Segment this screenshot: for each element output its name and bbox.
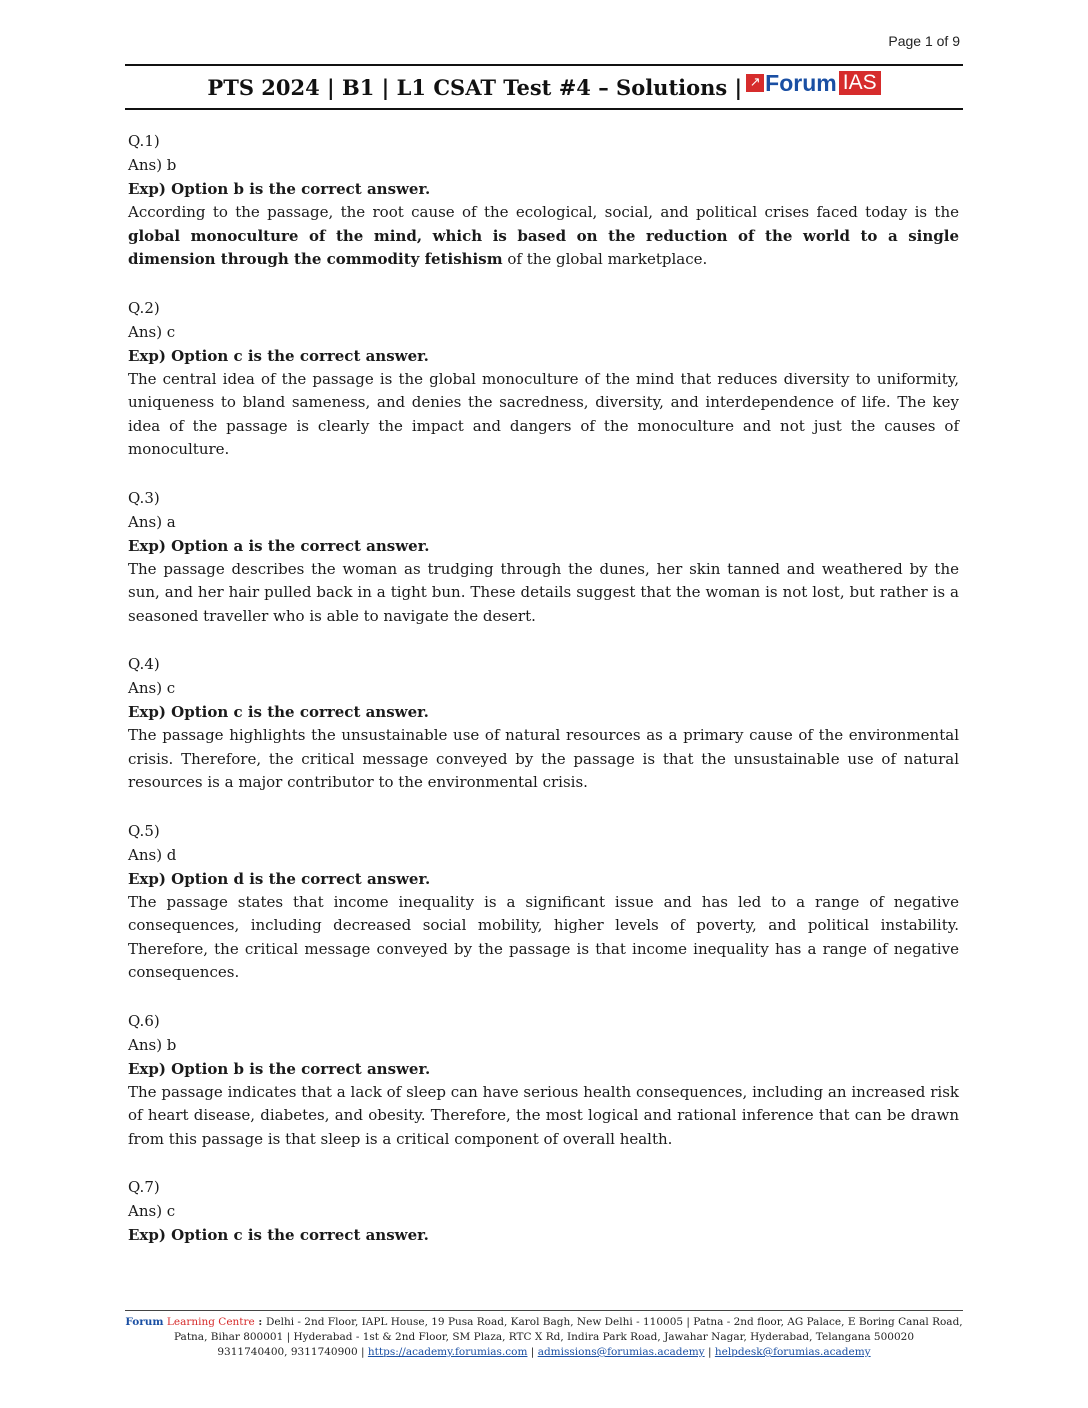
document-header	[125, 64, 963, 110]
explanation-text-bold: global monoculture of the mind, which is based on the reduction of the world to a single dimension through the commodity fetishism	[128, 226, 959, 268]
explanation-text: The passage highlights the unsustainable use of natural resources as a primary cause of the environmental crisis. Therefore, the critical message conveyed by the passage is that the unsustainable use of natural resources is a major contributor to the environmental crisis.	[128, 726, 959, 791]
question-number: Q.1)	[128, 132, 160, 150]
explanation-text	[128, 201, 959, 272]
logo-ias-text: IAS	[839, 71, 881, 95]
answer-line: Ans) c	[128, 1202, 176, 1220]
explanation-heading: Exp) Option b is the correct answer.	[128, 1059, 431, 1078]
question-block	[128, 652, 959, 795]
explanation-text: The central idea of the passage is the global monoculture of the mind that reduces diversity to uniformity, uniqueness to bland sameness, and denies the sacredness, diversity, and interdependence of life. The key idea of the passage is clearly the impact and dangers of the monoculture and not just the causes of monoculture.	[128, 369, 959, 458]
question-block	[128, 819, 959, 985]
question-number: Q.5)	[128, 821, 160, 840]
footer-divider: |	[707, 1346, 712, 1358]
explanation-text: The passage describes the woman as trudging through the dunes, her skin tanned and weathered by the sun, and her hair pulled back in a tight bun. These details suggest that the woman is not lost, but rather is a seasoned traveller who is able to navigate the desert.	[128, 559, 959, 625]
footer-phones: 9311740400, 9311740900	[217, 1346, 358, 1358]
question-number: Q.4)	[128, 655, 160, 673]
explanation-heading: Exp) Option d is the correct answer.	[128, 869, 431, 888]
footer-divider: |	[530, 1346, 535, 1358]
footer-helpdesk-link[interactable]: helpdesk@forumias.academy	[714, 1346, 871, 1358]
answer-line: Ans) a	[128, 512, 176, 531]
question-block	[128, 486, 959, 629]
page-number: Page 1 of 9	[888, 33, 960, 49]
answer-line: Ans) b	[128, 1035, 177, 1054]
question-number: Q.2)	[128, 298, 160, 317]
explanation-text: The passage indicates that a lack of sleep can have serious health consequences, including an increased risk of heart disease, diabetes, and obesity. Therefore, the most logical and rational inference that can be drawn from this passage is that sleep is a critical component of overall health.	[128, 1082, 959, 1148]
question-block	[128, 296, 959, 462]
explanation-heading: Exp) Option c is the correct answer.	[128, 1226, 429, 1244]
explanation-heading: Exp) Option b is the correct answer.	[128, 180, 431, 198]
answer-line: Ans) c	[128, 679, 176, 697]
answer-line: Ans) c	[128, 322, 176, 341]
footer-brand-forum: Forum	[125, 1316, 164, 1328]
answer-line: Ans) d	[128, 845, 177, 864]
solutions-content	[128, 129, 959, 1271]
logo-forum-text: Forum	[765, 69, 837, 96]
footer-brand-learning-centre: Learning Centre	[166, 1316, 255, 1328]
arrow-up-right-icon: ↗	[746, 74, 764, 92]
explanation-text: The passage states that income inequality is a significant issue and has led to a range of negative consequences, including decreased social mobility, higher levels of poverty, and political instability. Therefore, the critical message conveyed by the passage is that income inequality has a range of negative consequences.	[128, 892, 959, 981]
explanation-heading: Exp) Option c is the correct answer.	[128, 346, 429, 365]
footer-addresses: Delhi - 2nd Floor, IAPL House, 19 Pusa Road, Karol Bagh, New Delhi - 110005 | Patna - 2nd floor, AG Palace, E Boring Canal Road, Patna, Bihar 800001 | Hyderabad - 1st & 2nd Floor, SM Plaza, RTC X Rd, Indira Park Road, Jawahar Nagar, Hyderabad, Telangana 500020	[173, 1316, 963, 1343]
answer-line: Ans) b	[128, 156, 177, 174]
footer-admissions-link[interactable]: admissions@forumias.academy	[537, 1346, 705, 1358]
question-number: Q.3)	[128, 488, 160, 507]
question-block	[128, 1009, 959, 1152]
forumias-logo	[746, 70, 880, 97]
question-number: Q.6)	[128, 1011, 160, 1030]
footer-separator: :	[254, 1316, 266, 1328]
explanation-text-part: of the global marketplace.	[502, 250, 708, 268]
footer-divider: |	[361, 1346, 365, 1358]
footer-website-link[interactable]: https://academy.forumias.com	[367, 1346, 528, 1358]
question-number: Q.7)	[128, 1178, 160, 1196]
question-block	[128, 1175, 959, 1247]
header-title: PTS 2024 | B1 | L1 CSAT Test #4 – Solutions |	[207, 74, 743, 100]
page-footer	[125, 1310, 963, 1360]
explanation-heading: Exp) Option a is the correct answer.	[128, 536, 430, 555]
question-block	[128, 129, 959, 272]
explanation-heading: Exp) Option c is the correct answer.	[128, 703, 429, 721]
explanation-text-part: According to the passage, the root cause of the ecological, social, and political crises faced today is the	[128, 203, 959, 221]
